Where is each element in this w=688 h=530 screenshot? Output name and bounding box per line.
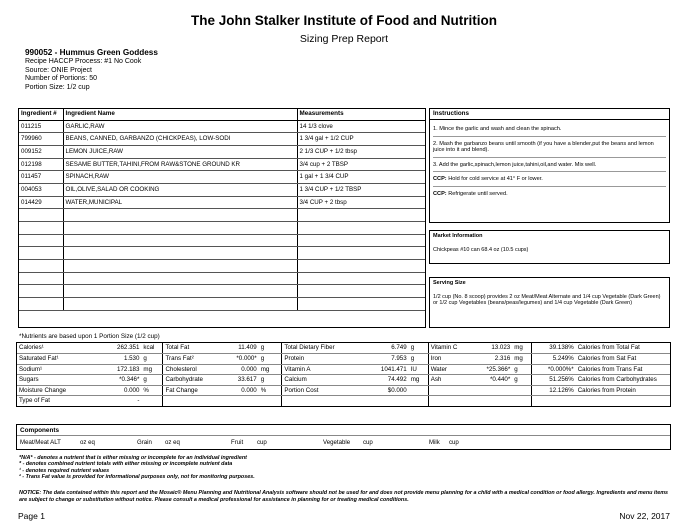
vegetable-label: Vegetable — [323, 439, 351, 446]
nutrient-cell: Calories from Total Fat — [576, 343, 670, 354]
report-institution-title: The John Stalker Institute of Food and Nutrition — [191, 13, 497, 28]
nutrient-cell — [512, 385, 532, 396]
ingredient-measurement: 1 3/4 gal + 1/2 CUP — [297, 133, 425, 146]
milk-unit: cup — [449, 439, 459, 446]
nutrient-cell — [409, 396, 429, 407]
ccp-hold — [433, 176, 666, 187]
ccp-refrigerate — [433, 191, 666, 201]
nutrient-cell: Protein — [282, 354, 370, 365]
nutrients-note: *Nutrients are based upon 1 Portion Size (1/2 cup) — [19, 333, 160, 340]
nutrient-cell: 6.749 — [369, 343, 408, 354]
ingredient-row — [19, 145, 425, 158]
ingredient-number: 012198 — [19, 158, 63, 171]
ingredients-table — [18, 108, 426, 328]
nutrient-cell: 74.492 — [369, 375, 408, 386]
nutrient-cell: Calories from Carbohydrates — [576, 375, 670, 386]
ingredient-measurement: 3/4 CUP + 2 tbsp — [297, 196, 425, 209]
empty-cell — [63, 298, 297, 311]
grain-unit: oz eq — [165, 439, 180, 446]
nutrient-cell: 1041.471 — [369, 364, 408, 375]
nutrient-cell: 11.409 — [224, 343, 259, 354]
nutrient-cell: Total Fat — [163, 343, 224, 354]
nutrient-cell: 39.138% — [532, 343, 576, 354]
ingredient-name: LEMON JUICE,RAW — [63, 145, 297, 158]
nutrient-cell: mg — [259, 364, 282, 375]
empty-cell — [63, 260, 297, 273]
empty-cell — [19, 234, 63, 247]
components-box — [16, 424, 671, 450]
empty-cell — [297, 272, 425, 285]
nutrient-cell: Portion Cost — [282, 385, 370, 396]
nutrient-row — [17, 385, 670, 396]
nutrient-cell: Water — [428, 364, 467, 375]
nutrient-cell: Iron — [428, 354, 467, 365]
instruction-step: 1. Mince the garlic and wash and clean the spinach. — [433, 126, 666, 137]
nutrient-cell — [369, 396, 408, 407]
nutrient-row — [17, 364, 670, 375]
ccp-text: Hold for cold service at 41° F or lower. — [446, 176, 543, 183]
nutrient-cell — [224, 396, 259, 407]
nutrient-cell: Total Dietary Fiber — [282, 343, 370, 354]
ingredient-measurement: 3/4 cup + 2 TBSP — [297, 158, 425, 171]
empty-row — [19, 272, 425, 285]
nutrient-cell: g — [409, 343, 429, 354]
nutrient-cell: Calcium — [282, 375, 370, 386]
nutrient-cell: g — [141, 354, 163, 365]
serving-size-text: 1/2 cup (No. 8 scoop) provides 2 oz Meat/Meat Alternate and 1/4 cup Vegetable (Dark Green) or 1/2 cup Vegetables (beans/peas/legumes) and 1/4 cup Vegetable (Dark Green) — [433, 293, 661, 306]
ingredient-name: GARLIC,RAW — [63, 120, 297, 133]
recipe-haccp: Recipe HACCP Process: #1 No Cook — [25, 58, 142, 65]
nutrient-cell: 262.351 — [102, 343, 141, 354]
instructions-heading: Instructions — [430, 109, 669, 120]
recipe-source: Source: ONIE Project — [25, 66, 92, 74]
nutrients-table — [16, 342, 671, 407]
nutrient-cell: 13.023 — [468, 343, 513, 354]
nutrient-cell: Cholesterol — [163, 364, 224, 375]
ccp-label: CCP: — [433, 176, 447, 183]
nutrient-cell: 7.953 — [369, 354, 408, 365]
empty-row — [19, 209, 425, 222]
nutrient-row — [17, 343, 670, 354]
nutrient-cell: 0.000 — [102, 385, 141, 396]
nutrient-cell: mg — [512, 354, 532, 365]
ingredient-name-header: Ingredient Name — [63, 109, 297, 120]
empty-cell — [19, 260, 63, 273]
ccp-label: CCP: — [433, 190, 447, 197]
nutrient-cell: Calories¹ — [17, 343, 102, 354]
nutrient-cell — [428, 396, 467, 407]
nutrient-cell: 0.000 — [224, 364, 259, 375]
empty-cell — [63, 209, 297, 222]
nutrient-cell — [163, 396, 224, 407]
nutrient-cell — [468, 385, 513, 396]
ingredient-name: BEANS, CANNED, GARBANZO (CHICKPEAS), LOW-SODI — [63, 133, 297, 146]
serving-size-heading: Serving Size — [433, 280, 466, 286]
report-date: Nov 22, 2017 — [619, 511, 670, 521]
ingredient-number-header: Ingredient # — [19, 109, 63, 120]
nutrient-cell: *0.346* — [102, 375, 141, 386]
nutrient-cell: 0.000 — [224, 385, 259, 396]
ingredient-row — [19, 158, 425, 171]
nutrient-cell: g — [259, 343, 282, 354]
empty-cell — [19, 222, 63, 235]
nutrient-cell: mg — [512, 343, 532, 354]
nutrient-cell: IU — [409, 364, 429, 375]
nutrient-cell: mg — [409, 375, 429, 386]
footnotes — [19, 455, 255, 481]
measurements-header: Measurements — [297, 109, 425, 120]
nutrient-cell: g — [409, 354, 429, 365]
footnote: * - denotes combined nutrient totals with either missing or incomplete nutrient data — [19, 461, 233, 468]
nutrient-cell: Sodium¹ — [17, 364, 102, 375]
empty-cell — [19, 209, 63, 222]
ingredient-number: 004053 — [19, 183, 63, 196]
nutrient-cell: mg — [141, 364, 163, 375]
empty-row — [19, 222, 425, 235]
nutrient-cell: kcal — [141, 343, 163, 354]
nutrient-cell: % — [141, 385, 163, 396]
nutrient-cell: Trans Fat² — [163, 354, 224, 365]
nutrient-cell: 33.617 — [224, 375, 259, 386]
ccp-text: Refrigerate until served. — [446, 190, 508, 197]
nutrient-cell: Calories from Sat Fat — [576, 354, 670, 365]
nutrient-cell: Vitamin C — [428, 343, 467, 354]
empty-cell — [63, 285, 297, 298]
nutrient-cell: g — [141, 375, 163, 386]
nutrient-cell: Vitamin A — [282, 364, 370, 375]
nutrient-cell: Saturated Fat¹ — [17, 354, 102, 365]
market-information-text: Chickpeas #10 can 68.4 oz (10.5 cups) — [433, 246, 529, 253]
nutrient-cell: *25.366* — [468, 364, 513, 375]
ingredient-row — [19, 183, 425, 196]
empty-row — [19, 234, 425, 247]
ingredient-row — [19, 133, 425, 146]
empty-cell — [63, 272, 297, 285]
recipe-header — [25, 48, 158, 92]
empty-cell — [297, 209, 425, 222]
nutrient-cell: g — [259, 375, 282, 386]
recipe-portions: Number of Portions: 50 — [25, 75, 97, 83]
recipe-name: 990052 - Hummus Green Goddess — [25, 48, 158, 57]
ingredient-number: 009152 — [19, 145, 63, 158]
nutrient-cell: - — [137, 397, 140, 404]
nutrient-cell — [428, 385, 467, 396]
empty-row — [19, 285, 425, 298]
ingredient-number: 011215 — [19, 120, 63, 133]
nutrient-cell: g — [259, 354, 282, 365]
nutrient-cell: 12.126% — [532, 385, 576, 396]
ingredient-number: 799960 — [19, 133, 63, 146]
nutrient-cell — [532, 396, 576, 407]
market-information-heading: Market Information — [433, 233, 483, 239]
empty-cell — [63, 247, 297, 260]
components-heading: Components — [17, 425, 670, 436]
nutrient-cell: Carbohydrate — [163, 375, 224, 386]
ingredient-name: WATER,MUNICIPAL — [63, 196, 297, 209]
nutrient-cell: 172.183 — [102, 364, 141, 375]
empty-cell — [19, 298, 63, 311]
components-row — [17, 436, 670, 449]
nutrient-cell — [141, 396, 163, 407]
nutrient-cell: Calories from Trans Fat — [576, 364, 670, 375]
nutrient-cell: % — [259, 385, 282, 396]
empty-cell — [297, 285, 425, 298]
empty-cell — [297, 234, 425, 247]
ingredient-measurement: 14 1/3 clove — [297, 120, 425, 133]
instruction-step: 2. Mash the garbanzo beans until smooth (if you have a blender,put the beans and lemon juice into it and blend). — [433, 141, 666, 158]
nutrient-cell — [259, 396, 282, 407]
recipe-portion-size: Portion Size: 1/2 cup — [25, 83, 90, 91]
empty-row — [19, 247, 425, 260]
market-information-box — [429, 230, 670, 264]
ingredient-number: 011457 — [19, 171, 63, 184]
empty-cell — [19, 247, 63, 260]
nutrient-row — [17, 375, 670, 386]
nutrient-row — [17, 354, 670, 365]
nutrient-cell: *0.000* — [224, 354, 259, 365]
nutrient-cell — [282, 396, 370, 407]
ingredient-name: SPINACH,RAW — [63, 171, 297, 184]
nutrient-row — [17, 396, 670, 407]
ingredient-row — [19, 196, 425, 209]
ingredient-row — [19, 120, 425, 133]
empty-cell — [297, 222, 425, 235]
fruit-unit: cup — [257, 439, 267, 446]
meat-unit: oz eq — [80, 439, 95, 446]
ingredient-measurement: 1 gal + 1 3/4 CUP — [297, 171, 425, 184]
nutrient-cell: 1.530 — [102, 354, 141, 365]
notice-text: NOTICE: The data contained within this report and the Mosaic® Menu Planning and Nutritional Analysis software should not be used for and does not provide menu planning for a child with a medical condition or food allergy. Ingredients and menu items are subject to change or substitution without notice. Please consult a medical professional for assistance in planning for or treating medical conditions. — [19, 490, 669, 503]
footnote: ² - Trans Fat value is provided for informational purposes only, not for monitoring purposes. — [19, 474, 255, 481]
nutrient-cell: Type of Fat — [19, 397, 50, 404]
page-number: Page 1 — [18, 511, 45, 521]
footnote: *N/A* - denotes a nutrient that is either missing or incomplete for an individual ingredient — [19, 455, 247, 461]
nutrient-cell: 5.249% — [532, 354, 576, 365]
nutrient-cell: *0.000%* — [532, 364, 576, 375]
ingredient-number: 014429 — [19, 196, 63, 209]
nutrient-cell: Sugars — [17, 375, 102, 386]
nutrient-cell: Moisture Change — [17, 385, 102, 396]
ingredient-measurement: 2 1/3 CUP + 1/2 tbsp — [297, 145, 425, 158]
ingredient-name: OIL,OLIVE,SALAD OR COOKING — [63, 183, 297, 196]
nutrient-cell: 51.256% — [532, 375, 576, 386]
nutrient-cell: $0.000 — [369, 385, 408, 396]
serving-size-box — [429, 277, 670, 328]
milk-label: Milk — [429, 439, 440, 446]
grain-label: Grain — [137, 439, 152, 446]
meat-label: Meat/Meat ALT — [20, 439, 61, 446]
nutrient-cell: Ash — [428, 375, 467, 386]
empty-row — [19, 298, 425, 311]
nutrient-cell: Calories from Protein — [576, 385, 670, 396]
empty-cell — [19, 285, 63, 298]
nutrient-cell: g — [512, 375, 532, 386]
empty-cell — [63, 222, 297, 235]
nutrient-cell: g — [512, 364, 532, 375]
vegetable-unit: cup — [363, 439, 373, 446]
instruction-step: 3. Add the garlic,spinach,lemon juice,tahini,oil,and water. Mix well. — [433, 162, 666, 173]
nutrient-cell — [468, 396, 513, 407]
empty-cell — [297, 260, 425, 273]
nutrient-cell — [512, 396, 532, 407]
report-subtitle: Sizing Prep Report — [299, 33, 389, 45]
fruit-label: Fruit — [231, 439, 244, 446]
ingredient-name: SESAME BUTTER,TAHINI,FROM RAW&STONE GROUND KR — [63, 158, 297, 171]
nutrient-cell: *0.440* — [468, 375, 513, 386]
ingredient-measurement: 1 3/4 CUP + 1/2 TBSP — [297, 183, 425, 196]
empty-cell — [63, 234, 297, 247]
footnote: ¹ - denotes required nutrient values — [19, 467, 110, 474]
empty-cell — [297, 298, 425, 311]
instructions-box — [429, 108, 670, 223]
nutrient-cell: 2.316 — [468, 354, 513, 365]
nutrient-cell: Fat Change — [163, 385, 224, 396]
nutrient-cell — [409, 385, 429, 396]
empty-cell — [297, 247, 425, 260]
nutrient-cell — [576, 396, 670, 407]
empty-cell — [19, 272, 63, 285]
empty-row — [19, 260, 425, 273]
ingredient-row — [19, 171, 425, 184]
